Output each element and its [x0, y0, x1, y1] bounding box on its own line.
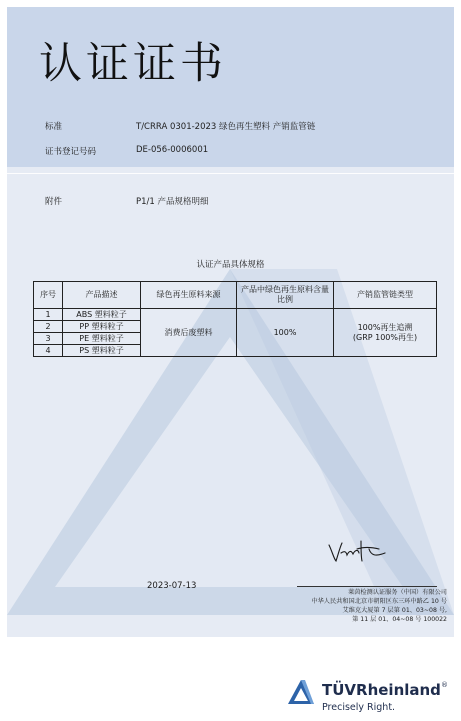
page-title: 认证证书: [39, 39, 227, 89]
signature: [323, 537, 391, 565]
standard-value: T/CRRA 0301-2023 绿色再生塑料 产销监管链: [136, 122, 316, 132]
tuv-rheinland-logo: [287, 677, 447, 721]
brand-name-text: TÜVRheinland: [322, 681, 441, 699]
row-description: PP 塑料粒子: [63, 321, 141, 333]
header-source: 绿色再生原料来源: [141, 282, 237, 309]
row-description: ABS 塑料粒子: [63, 309, 141, 321]
source-cell: 消费后废塑料: [141, 309, 237, 357]
table-row: [34, 309, 437, 321]
issuer-address-line: 艾维克大厦第 7 层第 01、03~08 号,: [342, 606, 447, 614]
certificate-page: [7, 7, 454, 637]
issuer-address-line: 第 11 层 01、04~08 号 100022: [352, 615, 447, 623]
row-description: PS 塑料粒子: [63, 345, 141, 357]
header-description: 产品描述: [63, 282, 141, 309]
row-no: 1: [34, 309, 63, 321]
header-no: 序号: [34, 282, 63, 309]
issuer-block: [277, 589, 447, 625]
header-chain-type: 产销监管链类型: [334, 282, 437, 309]
chain-type-cell: [334, 309, 437, 357]
attachment-value: P1/1 产品规格明细: [136, 197, 209, 207]
row-description: PE 塑料粒子: [63, 333, 141, 345]
issue-date: 2023-07-13: [147, 581, 197, 591]
brand-tagline: Precisely Right.: [322, 702, 396, 713]
issuer-address-line: 中华人民共和国北京市朝阳区东三环中路乙 10 号: [311, 597, 447, 605]
registration-number-value: DE-056-0006001: [136, 145, 209, 155]
row-no: 2: [34, 321, 63, 333]
brand-name: [322, 681, 448, 699]
registration-number-label: 证书登记号码: [45, 147, 97, 157]
table-title: 认证产品具体规格: [196, 260, 265, 270]
ratio-cell: 100%: [237, 309, 334, 357]
product-spec-table: [33, 281, 437, 357]
row-no: 4: [34, 345, 63, 357]
chain-type-line: 100%再生追溯: [357, 322, 413, 332]
signature-line: [297, 586, 437, 587]
header-ratio: 产品中绿色再生原料含量比例: [237, 282, 334, 309]
issuer-name: 莱茵检测认证服务（中国）有限公司: [348, 589, 447, 596]
tuv-triangle-icon: [287, 679, 315, 705]
registered-mark: ®: [440, 681, 448, 689]
table-header-row: [34, 282, 437, 309]
standard-label: 标准: [45, 122, 63, 132]
chain-type-line: (GRP 100%再生): [352, 332, 418, 342]
attachment-label: 附件: [45, 197, 63, 207]
row-no: 3: [34, 333, 63, 345]
